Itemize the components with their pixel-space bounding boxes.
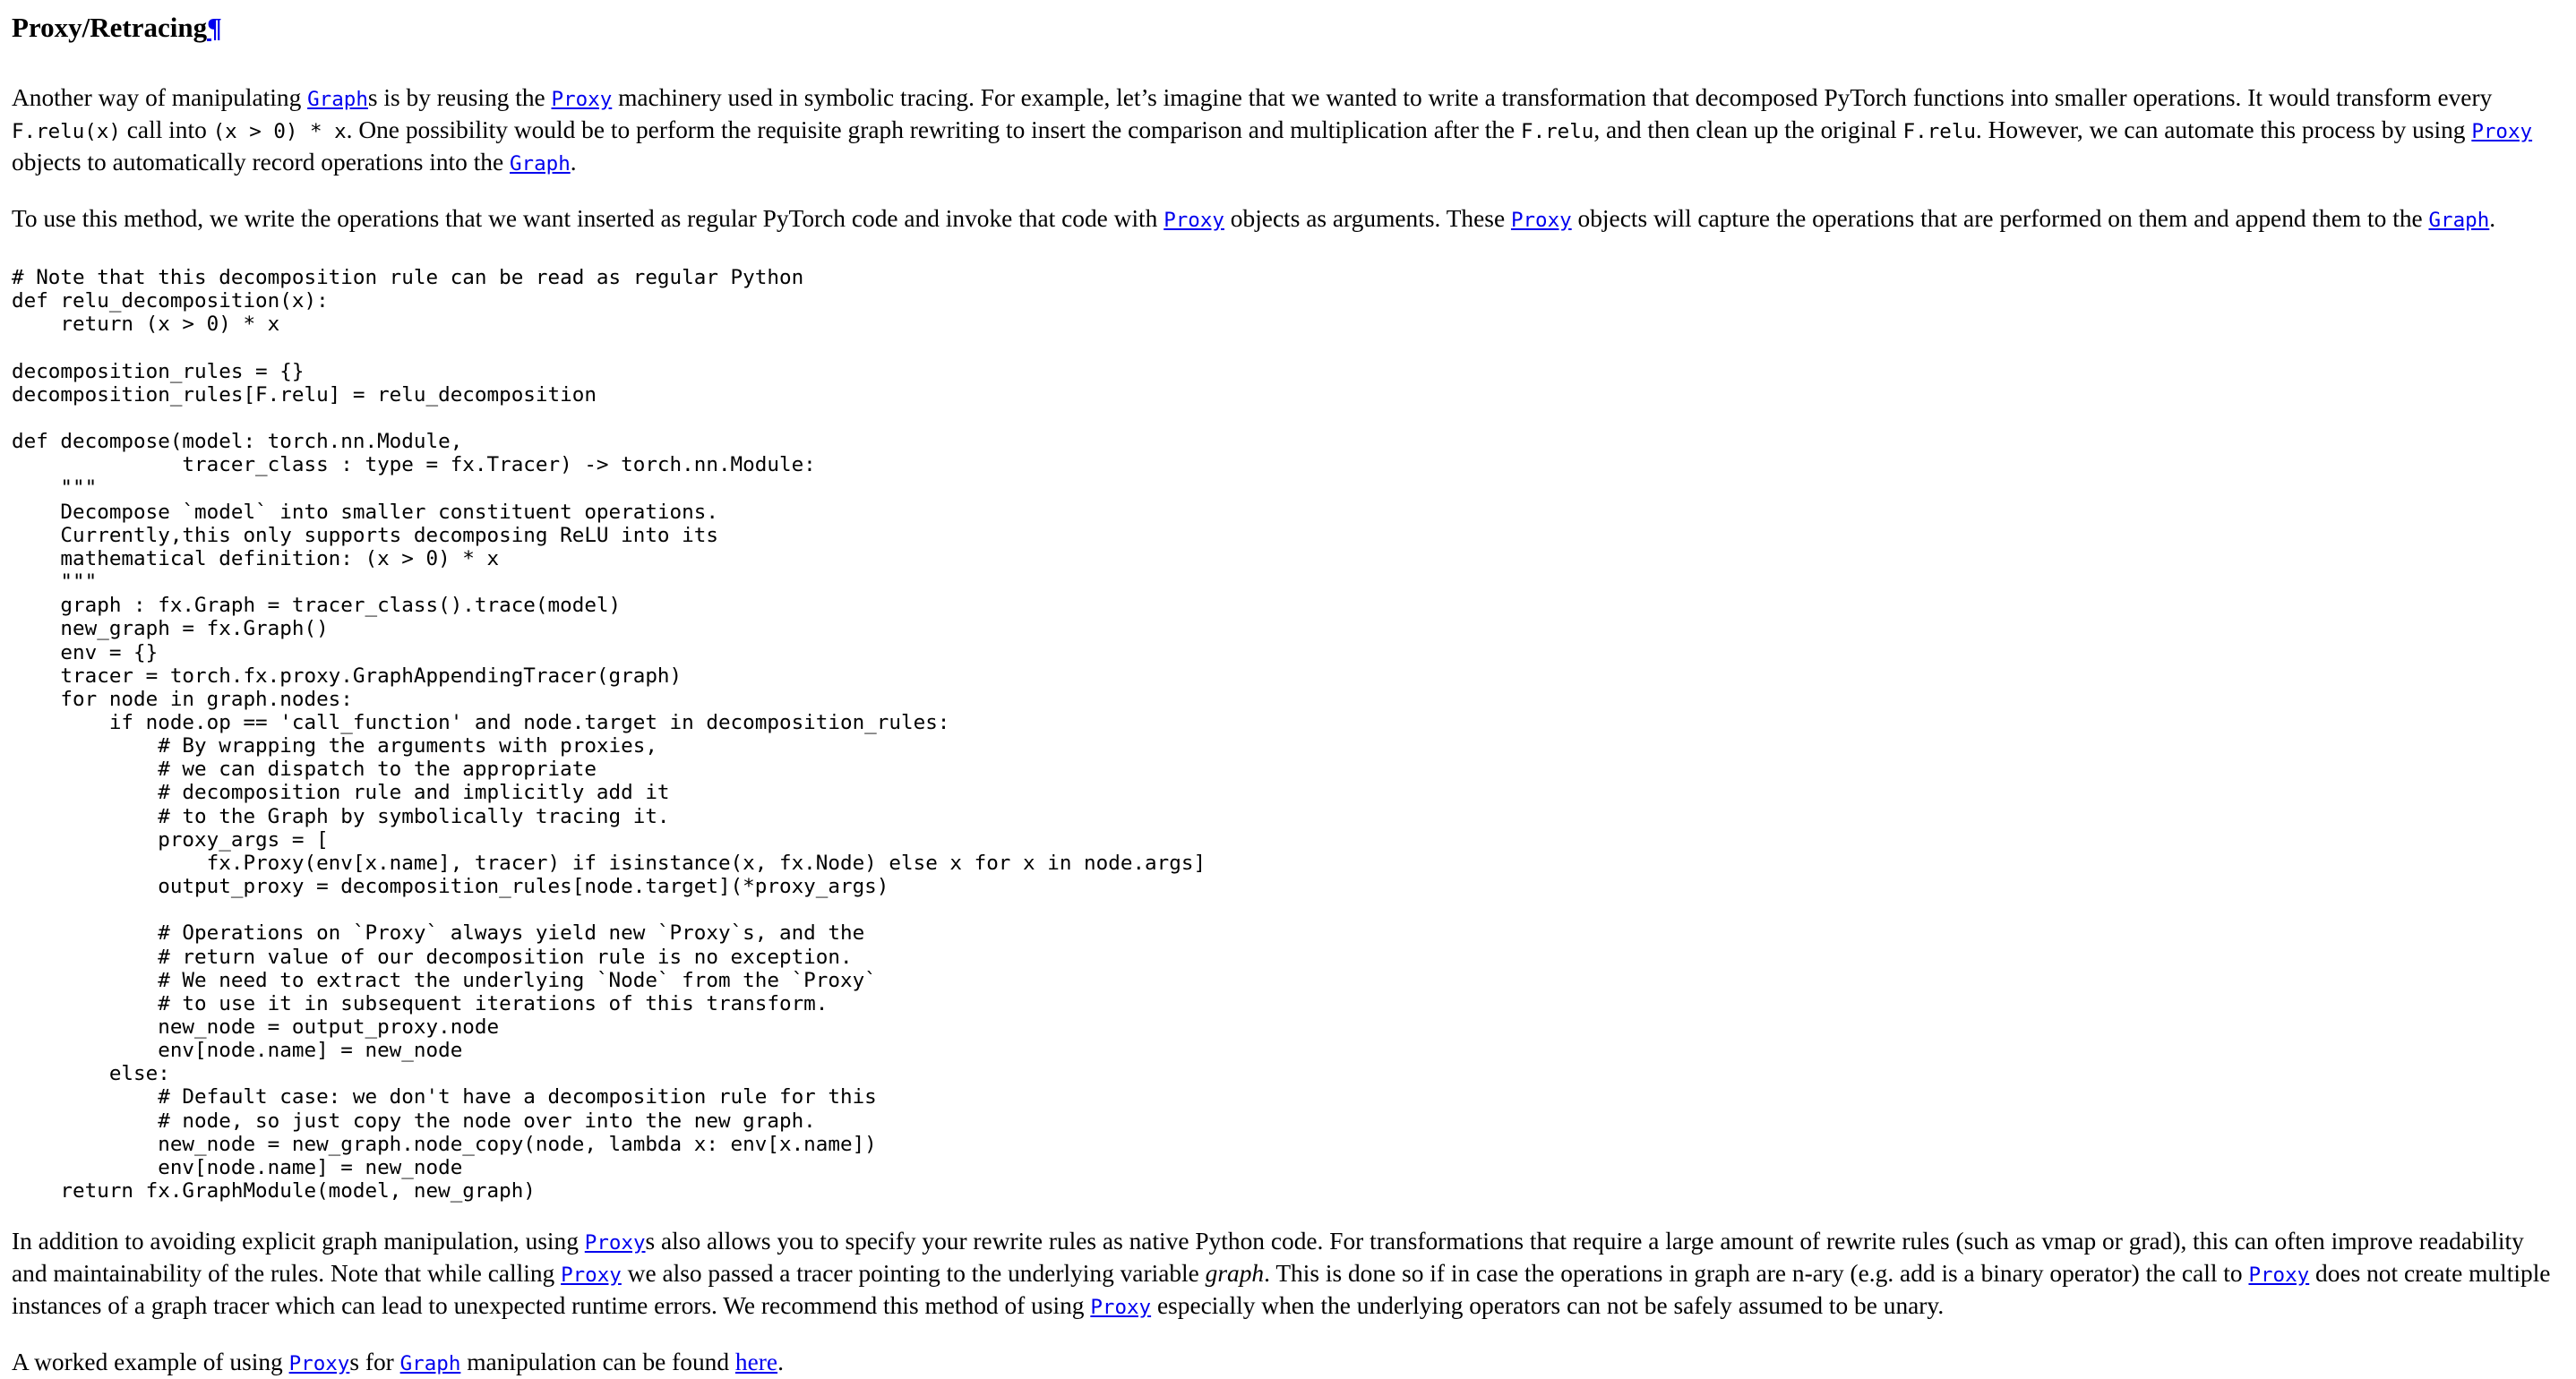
proxy-benefits-paragraph <box>12 1226 2564 1323</box>
text-run: . <box>570 149 577 176</box>
proxy-link[interactable] <box>1090 1292 1151 1319</box>
text-run: A worked example of using <box>12 1349 289 1376</box>
intro-paragraph <box>12 82 2564 179</box>
text-run: , and then clean up the original <box>1593 116 1903 143</box>
proxy-link-code: Proxy <box>1090 1296 1152 1320</box>
graph-link[interactable] <box>510 149 571 176</box>
text-run: In addition to avoiding explicit graph manipulation, using <box>12 1228 585 1255</box>
text-run: Another way of manipulating <box>12 84 308 111</box>
proxy-link[interactable] <box>1511 205 1572 232</box>
proxy-link[interactable] <box>552 84 613 111</box>
inline-code: F.relu(x) <box>12 120 121 143</box>
graph-link-code: Graph <box>307 88 368 111</box>
graph-link[interactable] <box>400 1349 461 1375</box>
proxy-link[interactable] <box>289 1349 350 1375</box>
proxy-link-code: Proxy <box>584 1231 646 1255</box>
proxy-link-code: Proxy <box>2471 120 2533 143</box>
graph-link-code: Graph <box>510 152 571 176</box>
text-run: s is by reusing the <box>367 84 552 111</box>
text-run: . <box>777 1349 784 1376</box>
inline-code: F.relu <box>1521 120 1594 143</box>
proxy-link[interactable] <box>2471 116 2532 143</box>
emphasis-text: graph <box>1205 1260 1265 1288</box>
text-run: To use this method, we write the operations that we want inserted as regular PyTorch code and invoke that code with <box>12 205 1164 232</box>
text-run: objects will capture the operations that are performed on them and append them to the <box>1571 205 2429 232</box>
proxy-link[interactable] <box>2248 1260 2309 1287</box>
proxy-link[interactable] <box>1163 205 1224 232</box>
worked-example-paragraph <box>12 1347 2564 1379</box>
usage-paragraph <box>12 203 2564 236</box>
proxy-link[interactable] <box>585 1228 646 1255</box>
text-run: s also allows you to specify your rewrite rules as native Python code. For transformations that require a large amount of rewrite rules (such as vmap or grad), this can often improve readability and maintainability of the rules. Note that while calling <box>12 1228 2524 1288</box>
proxy-link-code: Proxy <box>561 1263 622 1288</box>
graph-link-code: Graph <box>399 1352 461 1376</box>
inline-code: F.relu <box>1902 120 1976 143</box>
document-page <box>12 0 2564 1379</box>
proxy-link-code: Proxy <box>288 1352 350 1376</box>
proxy-link-code: Proxy <box>1163 209 1224 232</box>
proxy-link-code: Proxy <box>551 88 613 111</box>
graph-link[interactable] <box>307 84 368 111</box>
proxy-link-code: Proxy <box>2248 1263 2310 1288</box>
text-run: . One possibility would be to perform the requisite graph rewriting to insert the comparison and multiplication after the <box>346 116 1522 143</box>
here-link[interactable]: here <box>734 1349 778 1376</box>
inline-code: (x > 0) * x <box>212 120 347 143</box>
text-run: machinery used in symbolic tracing. For example, let’s imagine that we wanted to write a transformation that decomposed PyTorch functions into smaller operations. It would transform every <box>612 84 2493 111</box>
text-run: call into <box>120 116 213 143</box>
section-title: Proxy/Retracing <box>12 12 208 43</box>
text-run: . This is done so if in case the operations in graph are n-ary (e.g. add is a binary operator) the call to <box>1264 1260 2249 1288</box>
text-run: . <box>2489 205 2496 232</box>
section-heading <box>12 11 2564 45</box>
code-block: # Note that this decomposition rule can be read as regular Python def relu_decomposition(x): return (x > 0) * x decomposition_rules = {} decomposition_rules[F.relu] = relu_decomposition def decompose(model: torch.nn.Module, tracer_class : type = fx.Tracer) -> torch.nn.Module: """ Decompose `model` into smaller constituent operations. Currently,this only supports decomposing ReLU into its mathematical definition: (x > 0) * x """ graph : fx.Graph = tracer_class().trace(model) new_graph = fx.Graph() env = {} tracer = torch.fx.proxy.GraphAppendingTracer(graph) for node in graph.nodes: if node.op == 'call_function' and node.target in decomposition_rules: # By wrapping the arguments with proxies, # we can dispatch to the appropriate # decomposition rule and implicitly add it # to the Graph by symbolically tracing it. proxy_args = [ fx.Proxy(env[x.name], tracer) if isinstance(x, fx.Node) else x for x in node.args] output_proxy = decomposition_rules[node.target](*proxy_args) # Operations on `Proxy` always yield new `Proxy`s, and the # return value of our decomposition rule is no exception. # We need to extract the underlying `Node` from the `Proxy` # to use it in subsequent iterations of this transform. new_node = output_proxy.node env[node.name] = new_node else: # Default case: we don't have a decomposition rule for this # node, so just copy the node over into the new graph. new_node = new_graph.node_copy(node, lambda x: env[x.name]) env[node.name] = new_node return fx.GraphModule(model, new_graph) <box>12 266 1206 1203</box>
text-run: s for <box>349 1349 400 1376</box>
text-run: we also passed a tracer pointing to the underlying variable <box>621 1260 1206 1288</box>
text-run: objects to automatically record operations into the <box>12 149 511 176</box>
text-run: objects as arguments. These <box>1224 205 1511 232</box>
text-run: especially when the underlying operators can not be safely assumed to be unary. <box>1151 1292 1945 1320</box>
section-permalink[interactable]: ¶ <box>207 12 222 43</box>
graph-link-code: Graph <box>2428 209 2490 232</box>
graph-link[interactable] <box>2429 205 2490 232</box>
text-run: does not create multiple instances of a graph tracer which can lead to unexpected runtime errors. We recommend this method of using <box>12 1260 2551 1320</box>
text-run: . However, we can automate this process by using <box>1975 116 2472 143</box>
proxy-link[interactable] <box>561 1260 622 1287</box>
proxy-link-code: Proxy <box>1510 209 1572 232</box>
text-run: manipulation can be found <box>460 1349 735 1376</box>
